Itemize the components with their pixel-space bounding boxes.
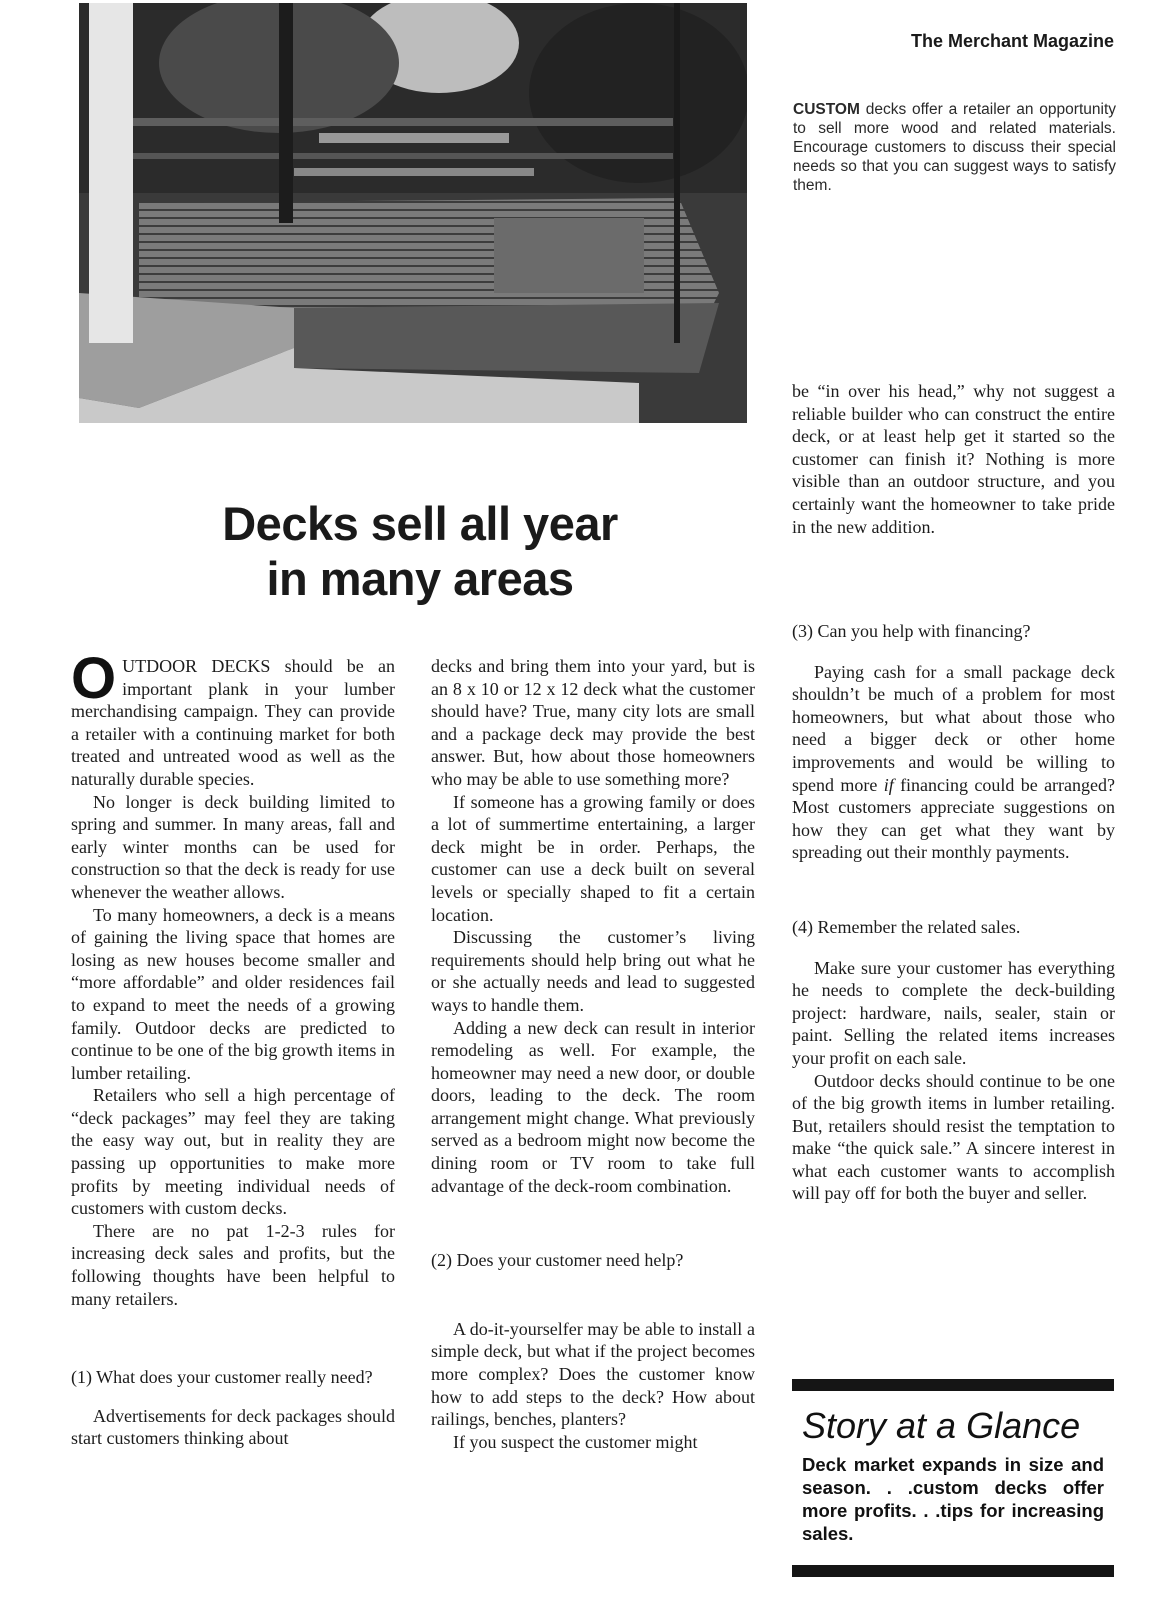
divider xyxy=(792,1379,1114,1391)
subhead-question-2: (2) Does your customer need help? xyxy=(431,1250,684,1271)
article-headline xyxy=(150,496,690,606)
paragraph-text: financing could be arranged? Most customers appreciate suggestions on how they can get what they want by spreading out their monthly payments. xyxy=(792,774,1116,863)
emphasis: if xyxy=(883,774,894,795)
paragraph-text: Paying cash for a small package deck shouldn’t be much of a problem for most homeowners, but what about those who need a bigger deck or other home improvements and would be willing to spend more xyxy=(792,661,1115,795)
story-at-a-glance-box xyxy=(792,1379,1114,1577)
drop-cap: O xyxy=(71,646,117,711)
article-column-3 xyxy=(792,620,1115,1205)
caption-lead: CUSTOM xyxy=(793,101,860,118)
paragraph xyxy=(792,661,1115,864)
glance-title: Story at a Glance xyxy=(802,1405,1081,1446)
paragraph: Advertisements for deck packages should start customers thinking about xyxy=(71,1405,395,1449)
subhead-question-4: (4) Remember the related sales. xyxy=(792,916,1021,937)
paragraph: A do-it-yourselfer may be able to install a simple deck, but what if the project becomes more complex? Does the customer know how to add steps to the deck? How about railings, benches, planters? xyxy=(431,1318,755,1430)
paragraph xyxy=(71,646,395,791)
paragraph: There are no pat 1-2-3 rules for increasing deck sales and profits, but the following thoughts have been helpful to many retailers. xyxy=(71,1220,395,1309)
paragraph: Retailers who sell a high percentage of “deck packages” may feel they are taking the easy way out, but in reality they are passing up opportunities to make more profits by meeting individual needs of customers with custom decks. xyxy=(71,1085,395,1219)
article-column-3-top xyxy=(792,380,1115,538)
paragraph: decks and bring them into your yard, but is an 8 x 10 or 12 x 12 deck what the customer should have? True, many city lots are small and a package deck may provide the best answer. But, how about those homeowners who may be able to use something more? xyxy=(431,656,755,789)
paragraph: If you suspect the customer might xyxy=(453,1431,698,1452)
paragraph: If someone has a growing family or does a lot of summertime entertaining, a larger deck might be in order. Perhaps, the customer can use a deck built on several levels or specially shaped to fit a certain location. xyxy=(431,791,755,925)
paragraph: be “in over his head,” why not suggest a reliable builder who can construct the entire deck, or at least help get it started so the customer can finish it? Nothing is more visible than an outdoor structure, and you certainly want the homeowner to take pride in the new addition. xyxy=(792,381,1115,537)
paragraph: Discussing the customer’s living requirements should help bring out what he or she actually needs and lead to suggested ways to handle them. xyxy=(431,927,755,1015)
glance-text: Deck market expands in size and season. . .custom decks offer more profits. . .tips for increasing sales. xyxy=(802,1454,1104,1544)
paragraph: Outdoor decks should continue to be one of the big growth items in lumber retailing. But, retailers should resist the temptation to make “the quick sale.” A sincere interest in what each customer wants to accomplish will pay off for both the buyer and seller. xyxy=(792,1070,1115,1204)
paragraph: Make sure your customer has everything he needs to complete the deck-building project: hardware, nails, sealer, stain or paint. Selling the related items increases your profit on each sale. xyxy=(792,957,1115,1068)
subhead-question-1: (1) What does your customer really need? xyxy=(71,1367,373,1388)
subhead-question-3: (3) Can you help with financing? xyxy=(792,621,1031,641)
paragraph: No longer is deck building limited to spring and summer. In many areas, fall and early winter months can be used for construction so that the deck is ready for use whenever the weather allows. xyxy=(71,791,395,902)
article-column-1 xyxy=(71,646,395,1450)
paragraph: Adding a new deck can result in interior remodeling as well. For example, the homeowner may need a new door, or double doors, leading to the deck. The room arrangement might change. What previously served as a bedroom might now become the dining room or TV room to take full advantage of the deck-room combination. xyxy=(431,1017,755,1196)
photo-caption xyxy=(793,100,1116,195)
publication-name: The Merchant Magazine xyxy=(910,31,1114,51)
paragraph-text: UTDOOR DECKS should be an important plank in your lumber merchandising campaign. They can provide a retailer with a continuing market for both treated and untreated wood as well as the naturally durable species. xyxy=(71,656,395,789)
paragraph: To many homeowners, a deck is a means of gaining the living space that homes are losing as new houses become smaller and “more affordable” and older residences fail to expand to meet the needs of a growing family. Outdoor decks are predicted to continue to be one of the big growth items in lumber retailing. xyxy=(71,904,395,1083)
deck-photo xyxy=(79,3,747,423)
divider xyxy=(792,1565,1114,1577)
article-column-2 xyxy=(431,655,755,1453)
headline-line-2: in many areas xyxy=(266,552,574,605)
headline-line-1: Decks sell all year xyxy=(222,497,618,550)
caption-text: decks offer a retailer an opportunity to sell more wood and related materials. Encourage customers to discuss their special needs so that you can suggest ways to satisfy them. xyxy=(793,101,1116,194)
